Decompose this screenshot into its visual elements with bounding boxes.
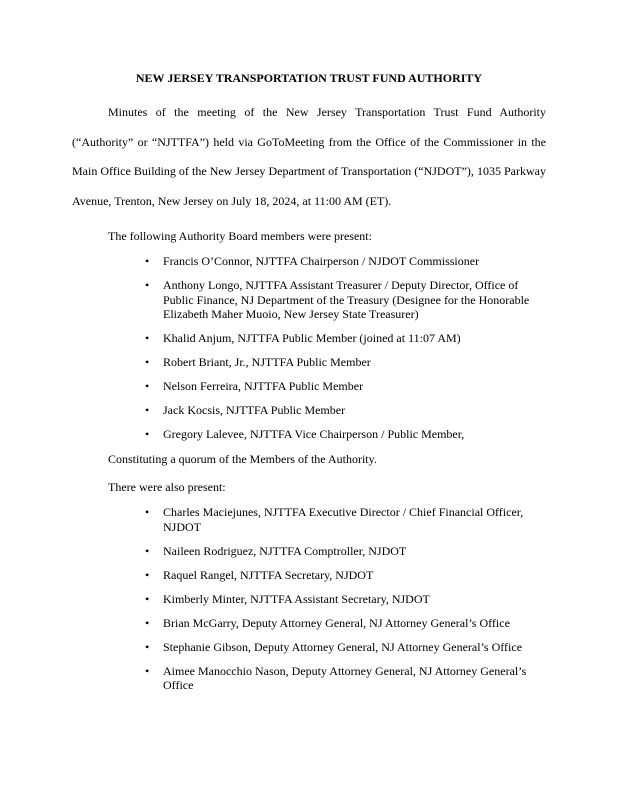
- intro-paragraph: Minutes of the meeting of the New Jersey Transportation Trust Fund Authority (“Authority” or “NJTTFA”) held via GoToMeeting from the Office of the Commissioner in the Main Office Building of the New Jersey Department of Transportation (“NJDOT”), 1035 Parkway Avenue, Trenton, New Jersey on July 18, 2024, at 11:00 AM (ET).: [72, 105, 546, 208]
- list-item: [72, 544, 546, 559]
- quorum-statement: Constituting a quorum of the Members of the Authority.: [108, 452, 377, 466]
- others-heading: There were also present:: [108, 480, 226, 494]
- bullet-icon: •: [145, 278, 150, 292]
- list-item: [72, 592, 546, 607]
- bullet-icon: •: [145, 663, 150, 678]
- list-item: [72, 640, 546, 655]
- bullet-icon: •: [145, 639, 150, 654]
- member-text: Nelson Ferreira, NJTTFA Public Member: [163, 379, 364, 393]
- list-item: [72, 568, 546, 583]
- document-title: NEW JERSEY TRANSPORTATION TRUST FUND AUTHORITY: [135, 71, 483, 85]
- bullet-icon: •: [145, 591, 150, 606]
- list-item: [72, 331, 546, 346]
- bullet-icon: •: [145, 505, 150, 519]
- attendee-text: Raquel Rangel, NJTTFA Secretary, NJDOT: [163, 567, 374, 582]
- member-text: Gregory Lalevee, NJTTFA Vice Chairperson / Public Member,: [163, 427, 465, 441]
- bullet-icon: •: [145, 567, 150, 582]
- bullet-icon: •: [145, 615, 150, 630]
- list-item: [72, 664, 546, 693]
- bullet-icon: •: [145, 254, 150, 268]
- bullet-icon: •: [145, 403, 150, 417]
- member-text: Francis O’Connor, NJTTFA Chairperson / NJDOT Commissioner: [163, 254, 480, 268]
- attendee-text: Aimee Manocchio Nason, Deputy Attorney General, NJ Attorney General’s Office: [163, 663, 527, 692]
- bullet-icon: •: [145, 427, 150, 441]
- list-item: [72, 403, 546, 418]
- bullet-icon: •: [145, 331, 150, 345]
- member-text: Anthony Longo, NJTTFA Assistant Treasurer / Deputy Director, Office of Public Finance, NJ Department of the Treasury (Designee for the Honorable Elizabeth Maher Muoio, New Jersey State Treasurer): [163, 278, 530, 321]
- list-item: [72, 278, 546, 322]
- bullet-icon: •: [145, 543, 150, 558]
- member-text: Jack Kocsis, NJTTFA Public Member: [163, 403, 346, 417]
- bullet-icon: •: [145, 379, 150, 393]
- attendee-text: Kimberly Minter, NJTTFA Assistant Secretary, NJDOT: [163, 591, 430, 606]
- member-text: Robert Briant, Jr., NJTTFA Public Member: [163, 355, 371, 369]
- attendee-text: Stephanie Gibson, Deputy Attorney General, NJ Attorney General’s Office: [163, 639, 523, 654]
- member-text: Khalid Anjum, NJTTFA Public Member (joined at 11:07 AM): [163, 331, 461, 345]
- list-item: [72, 379, 546, 394]
- board-member-list: [72, 254, 546, 442]
- list-item: [72, 427, 546, 442]
- list-item: [72, 355, 546, 370]
- list-item: [72, 505, 546, 534]
- others-present-list: [72, 505, 546, 693]
- attendee-text: Charles Maciejunes, NJTTFA Executive Director / Chief Financial Officer, NJDOT: [163, 505, 524, 534]
- list-item: [72, 254, 546, 269]
- board-heading: The following Authority Board members were present:: [108, 229, 372, 243]
- list-item: [72, 616, 546, 631]
- attendee-text: Naileen Rodriguez, NJTTFA Comptroller, NJDOT: [163, 543, 407, 558]
- attendee-text: Brian McGarry, Deputy Attorney General, NJ Attorney General’s Office: [163, 615, 510, 630]
- bullet-icon: •: [145, 355, 150, 369]
